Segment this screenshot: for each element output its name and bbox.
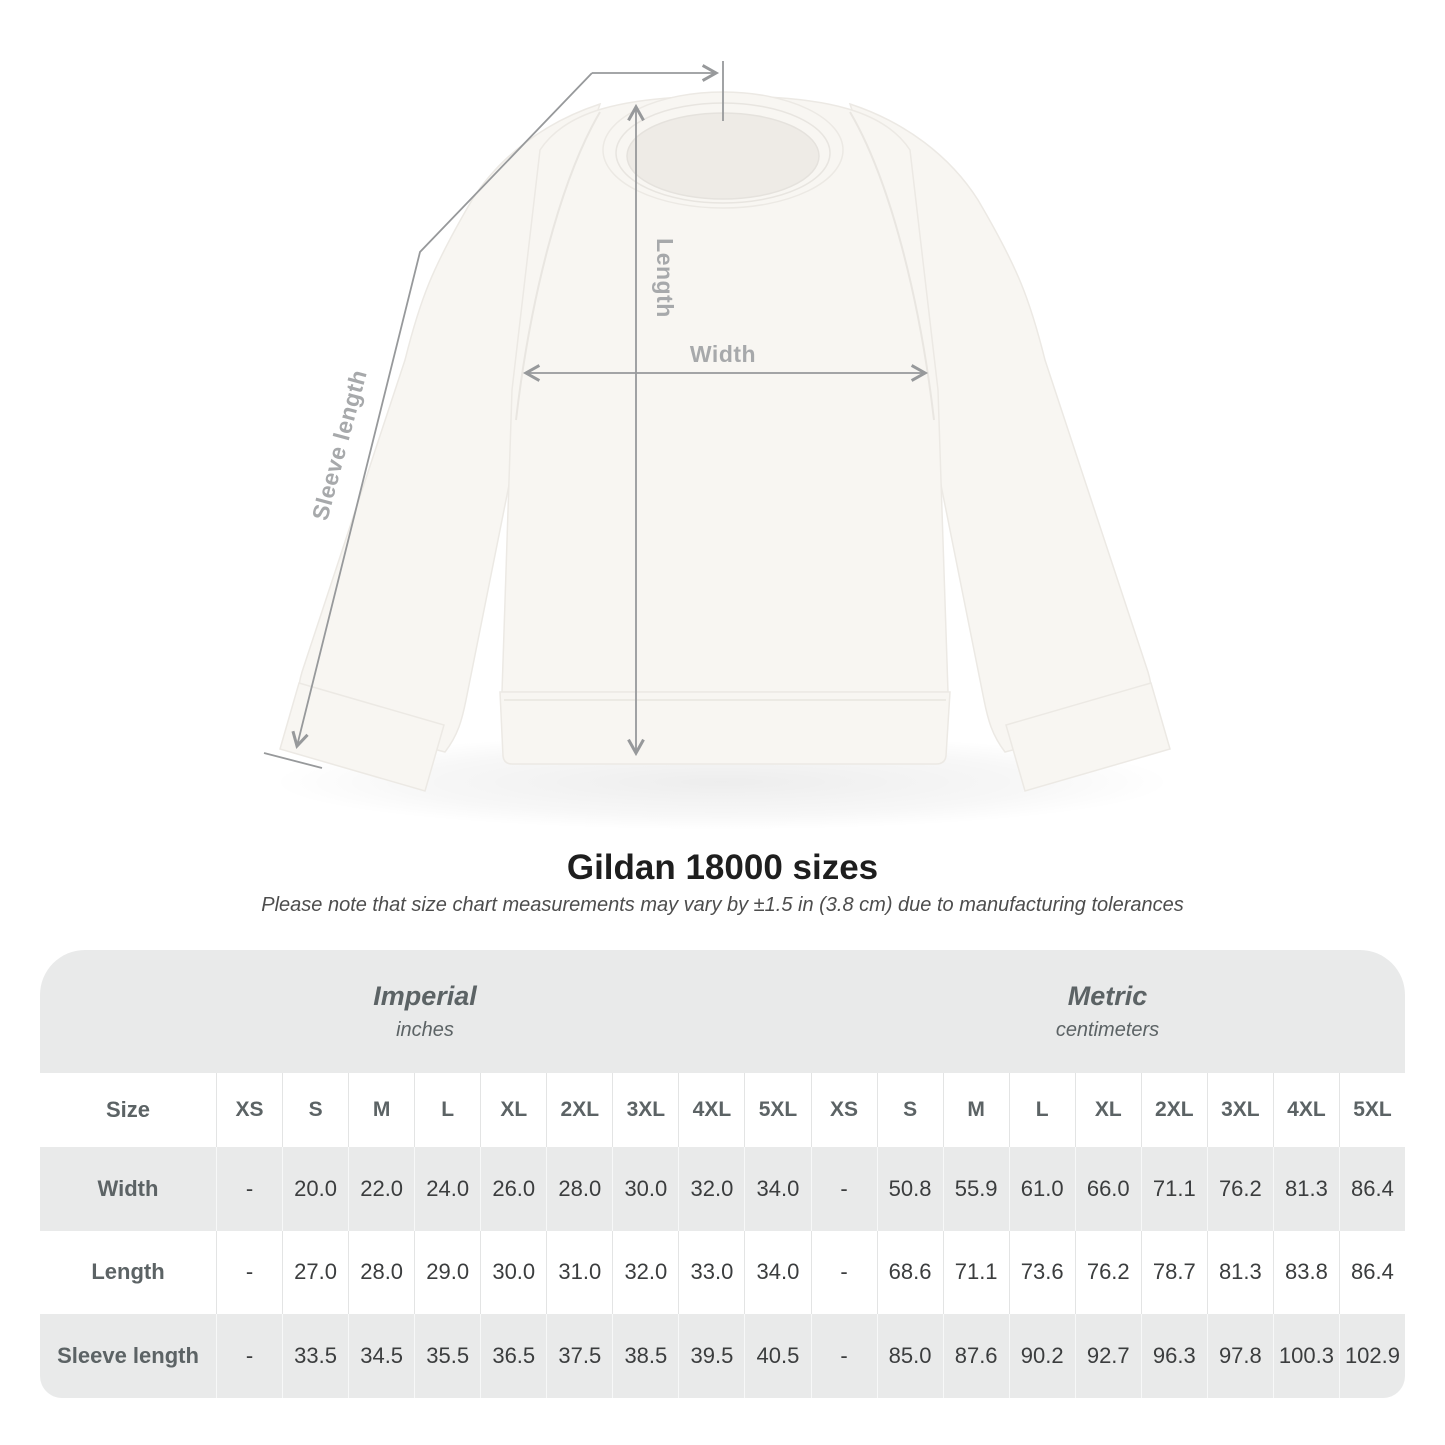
value-cell: 90.2: [1009, 1314, 1075, 1398]
value-cell: 33.0: [678, 1231, 744, 1315]
value-cell: 40.5: [744, 1314, 810, 1398]
value-cell: 26.0: [480, 1147, 546, 1231]
size-col-header: M: [943, 1073, 1009, 1147]
size-grid: [40, 1073, 1405, 1398]
neck-opening: [627, 113, 819, 199]
value-cell: 76.2: [1075, 1231, 1141, 1315]
value-cell: -: [216, 1314, 282, 1398]
table-row: [40, 1147, 1405, 1231]
value-cell: 71.1: [1141, 1147, 1207, 1231]
value-cell: 37.5: [546, 1314, 612, 1398]
size-header-row: [40, 1073, 1405, 1147]
sweatshirt-illustration: [280, 92, 1170, 791]
value-cell: 61.0: [1009, 1147, 1075, 1231]
imperial-unit: inches: [396, 1019, 454, 1041]
size-column-header: Size: [105, 1097, 151, 1122]
value-cell: 78.7: [1141, 1231, 1207, 1315]
value-cell: 66.0: [1075, 1147, 1141, 1231]
value-cell: 34.0: [744, 1147, 810, 1231]
value-cell: 86.4: [1339, 1147, 1405, 1231]
value-cell: 30.0: [612, 1147, 678, 1231]
size-col-header: XS: [811, 1073, 877, 1147]
value-cell: 50.8: [877, 1147, 943, 1231]
page-title: Gildan 18000 sizes: [566, 848, 879, 887]
row-label: Length: [91, 1259, 165, 1285]
size-col-header: 5XL: [744, 1073, 810, 1147]
value-cell: 85.0: [877, 1314, 943, 1398]
value-cell: 34.5: [348, 1314, 414, 1398]
width-label: Width: [689, 341, 757, 367]
table-row: [40, 1231, 1405, 1315]
value-cell: 20.0: [282, 1147, 348, 1231]
value-cell: 100.3: [1273, 1314, 1339, 1398]
value-cell: 97.8: [1207, 1314, 1273, 1398]
value-cell: 27.0: [282, 1231, 348, 1315]
size-col-header: 2XL: [1141, 1073, 1207, 1147]
row-label: Sleeve length: [57, 1343, 199, 1369]
value-cell: 86.4: [1339, 1231, 1405, 1315]
size-col-header: M: [348, 1073, 414, 1147]
value-cell: -: [216, 1147, 282, 1231]
value-cell: -: [811, 1314, 877, 1398]
imperial-section-header: [40, 950, 810, 1073]
metric-title: Metric: [1067, 981, 1148, 1011]
value-cell: 29.0: [414, 1231, 480, 1315]
value-cell: 34.0: [744, 1231, 810, 1315]
sleeve-length-label: Sleeve length: [306, 366, 372, 524]
size-col-header: XL: [1075, 1073, 1141, 1147]
value-cell: 28.0: [348, 1231, 414, 1315]
row-label: Width: [97, 1175, 159, 1201]
hem-band: [500, 692, 950, 764]
value-cell: 83.8: [1273, 1231, 1339, 1315]
imperial-title: Imperial: [373, 981, 477, 1011]
value-cell: 87.6: [943, 1314, 1009, 1398]
value-cell: 28.0: [546, 1147, 612, 1231]
unit-header-band: [40, 950, 1405, 1073]
value-cell: 24.0: [414, 1147, 480, 1231]
size-col-header: 2XL: [546, 1073, 612, 1147]
value-cell: 92.7: [1075, 1314, 1141, 1398]
table-row: [40, 1314, 1405, 1398]
value-cell: 39.5: [678, 1314, 744, 1398]
value-cell: 68.6: [877, 1231, 943, 1315]
size-col-header: XL: [480, 1073, 546, 1147]
value-cell: 32.0: [678, 1147, 744, 1231]
value-cell: 30.0: [480, 1231, 546, 1315]
value-cell: 55.9: [943, 1147, 1009, 1231]
value-cell: 35.5: [414, 1314, 480, 1398]
value-cell: 22.0: [348, 1147, 414, 1231]
size-table: [40, 950, 1405, 1398]
size-col-header: 4XL: [678, 1073, 744, 1147]
value-cell: 33.5: [282, 1314, 348, 1398]
size-col-header: L: [1009, 1073, 1075, 1147]
size-col-header: 3XL: [1207, 1073, 1273, 1147]
size-col-header: 5XL: [1339, 1073, 1405, 1147]
value-cell: -: [811, 1147, 877, 1231]
value-cell: 81.3: [1273, 1147, 1339, 1231]
size-col-header: XS: [216, 1073, 282, 1147]
size-col-header: S: [282, 1073, 348, 1147]
value-cell: -: [216, 1231, 282, 1315]
value-cell: 81.3: [1207, 1231, 1273, 1315]
value-cell: 38.5: [612, 1314, 678, 1398]
size-col-header: L: [414, 1073, 480, 1147]
value-cell: 71.1: [943, 1231, 1009, 1315]
length-label: Length: [652, 238, 678, 318]
value-cell: 76.2: [1207, 1147, 1273, 1231]
metric-section-header: [810, 950, 1405, 1073]
value-cell: -: [811, 1231, 877, 1315]
tolerance-note: Please note that size chart measurements may vary by ±1.5 in (3.8 cm) due to manufacturing tolerances: [261, 894, 1184, 916]
size-col-header: 4XL: [1273, 1073, 1339, 1147]
value-cell: 96.3: [1141, 1314, 1207, 1398]
size-col-header: S: [877, 1073, 943, 1147]
value-cell: 73.6: [1009, 1231, 1075, 1315]
value-cell: 32.0: [612, 1231, 678, 1315]
size-col-header: 3XL: [612, 1073, 678, 1147]
value-cell: 31.0: [546, 1231, 612, 1315]
value-cell: 102.9: [1339, 1314, 1405, 1398]
metric-unit: centimeters: [1055, 1019, 1160, 1041]
value-cell: 36.5: [480, 1314, 546, 1398]
